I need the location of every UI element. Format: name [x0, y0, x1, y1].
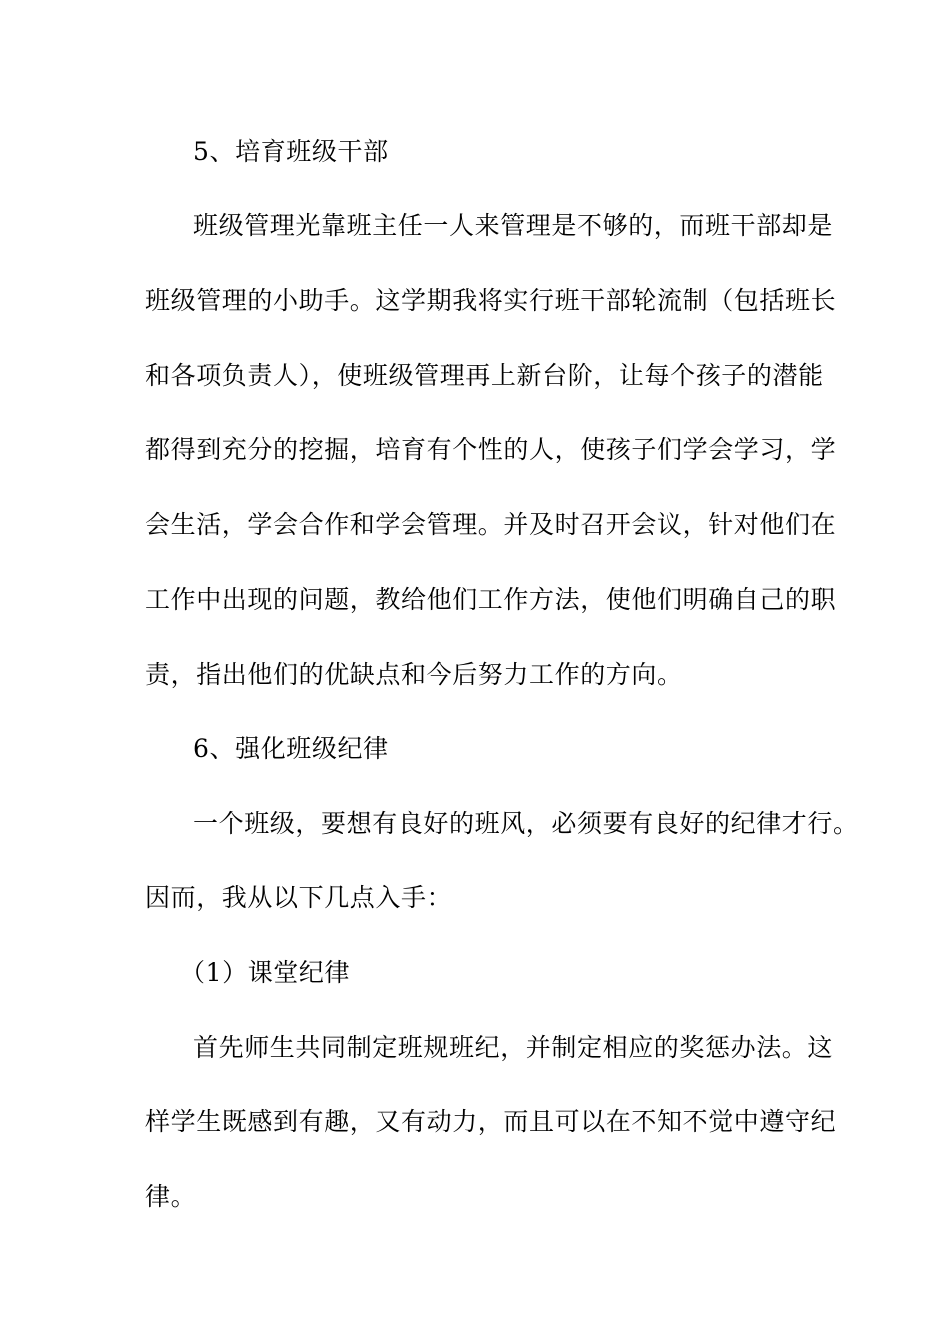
- paragraph-line: 责，指出他们的优缺点和今后努力工作的方向。: [145, 660, 683, 689]
- paragraph-line: 律。: [145, 1182, 197, 1211]
- paragraph-line: 首先师生共同制定班规班纪，并制定相应的奖惩办法。这: [193, 1033, 834, 1062]
- heading-section-6: 6、强化班级纪律: [193, 734, 389, 763]
- paragraph-line: 一个班级，要想有良好的班风，必须要有良好的纪律才行。: [193, 809, 859, 838]
- paragraph-line: 班级管理光靠班主任一人来管理是不够的，而班干部却是: [193, 211, 834, 240]
- paragraph-line: 工作中出现的问题，教给他们工作方法，使他们明确自己的职: [145, 585, 837, 614]
- subheading-classroom-discipline: （1）课堂纪律: [180, 958, 351, 987]
- paragraph-line: 会生活，学会合作和学会管理。并及时召开会议，针对他们在: [145, 510, 837, 539]
- paragraph-line: 班级管理的小助手。这学期我将实行班干部轮流制（包括班长: [145, 286, 837, 315]
- paragraph-line: 和各项负责人），使班级管理再上新台阶，让每个孩子的潜能: [145, 361, 824, 390]
- paragraph-line: 都得到充分的挖掘，培育有个性的人，使孩子们学会学习，学: [145, 435, 837, 464]
- paragraph-line: 因而，我从以下几点入手：: [145, 883, 453, 912]
- paragraph-line: 样学生既感到有趣，又有动力，而且可以在不知不觉中遵守纪: [145, 1107, 837, 1136]
- heading-section-5: 5、培育班级干部: [193, 137, 389, 166]
